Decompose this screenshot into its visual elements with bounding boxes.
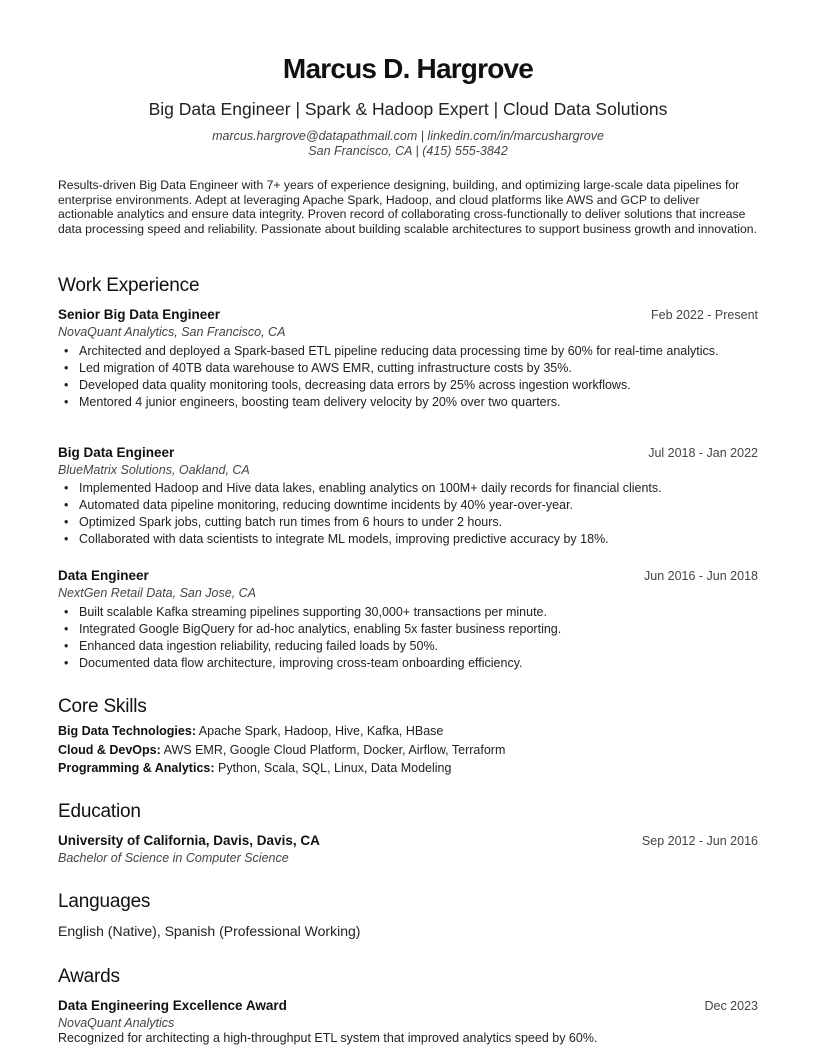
job-bullet: • Led migration of 40TB data warehouse to AWS EMR, cutting infrastructure costs by 35%. bbox=[79, 361, 758, 375]
job-bullets bbox=[79, 481, 758, 549]
skill-category: Programming & Analytics: bbox=[58, 761, 215, 775]
education-school: University of California, Davis, Davis, CA bbox=[58, 833, 320, 848]
award-issuer: NovaQuant Analytics bbox=[58, 1016, 175, 1030]
award-name: Data Engineering Excellence Award bbox=[58, 998, 287, 1013]
skill-category: Cloud & DevOps: bbox=[58, 743, 161, 757]
job-bullet: • Integrated Google BigQuery for ad-hoc analytics, enabling 5x faster business reporting. bbox=[79, 622, 758, 636]
section-title-awards: Awards bbox=[58, 966, 120, 987]
job-dates: Jun 2016 - Jun 2018 bbox=[644, 569, 758, 583]
section-title-languages: Languages bbox=[58, 891, 151, 912]
contact-line-location-phone: San Francisco, CA | (415) 555-3842 bbox=[308, 144, 508, 158]
job-bullet: • Documented data flow architecture, improving cross-team onboarding efficiency. bbox=[79, 656, 758, 670]
section-title-work-experience: Work Experience bbox=[58, 275, 200, 296]
languages-list: English (Native), Spanish (Professional Working) bbox=[58, 923, 361, 939]
job-bullet: • Developed data quality monitoring tools, decreasing data errors by 25% across ingestion workflows. bbox=[79, 378, 758, 392]
resume-page bbox=[58, 0, 758, 1056]
job-title: Senior Big Data Engineer bbox=[58, 307, 221, 322]
job-bullet: • Enhanced data ingestion reliability, reducing failed loads by 50%. bbox=[79, 639, 758, 653]
skill-category: Big Data Technologies: bbox=[58, 724, 196, 738]
skill-list: AWS EMR, Google Cloud Platform, Docker, Airflow, Terraform bbox=[163, 743, 506, 757]
job-bullets bbox=[79, 344, 758, 412]
job-dates: Jul 2018 - Jan 2022 bbox=[648, 446, 758, 460]
skill-row bbox=[58, 743, 505, 757]
professional-summary: Results-driven Big Data Engineer with 7+ years of experience designing, building, and optimizing large-scale data pipelines for enterprise environments. Adept at leveraging Apache Spark, Hadoop, and cloud platforms like AWS and GCP to deliver actionable analytics and ensure data integrity. Proven record of collaborating cross-functionally to deliver solutions that increase data processing speed and reliability. Passionate about building scalable architectures to support business growth and innovation. bbox=[58, 178, 757, 236]
job-company: NovaQuant Analytics, San Francisco, CA bbox=[58, 325, 286, 339]
job-dates: Feb 2022 - Present bbox=[650, 308, 758, 322]
job-bullet: • Automated data pipeline monitoring, reducing downtime incidents by 40% year-over-year. bbox=[79, 498, 758, 512]
skill-row bbox=[58, 761, 451, 775]
job-company: NextGen Retail Data, San Jose, CA bbox=[58, 586, 257, 600]
education-dates: Sep 2012 - Jun 2016 bbox=[641, 834, 758, 848]
headline: Big Data Engineer | Spark & Hadoop Expert | Cloud Data Solutions bbox=[148, 99, 668, 119]
skill-list: Python, Scala, SQL, Linux, Data Modeling bbox=[218, 761, 452, 775]
contact-line-email-linkedin: marcus.hargrove@datapathmail.com | linkedin.com/in/marcushargrove bbox=[212, 129, 604, 143]
job-bullet: • Architected and deployed a Spark-based ETL pipeline reducing data processing time by 60% for real-time analytics. bbox=[79, 344, 758, 358]
job-bullet: • Optimized Spark jobs, cutting batch run times from 6 hours to under 2 hours. bbox=[79, 515, 758, 529]
job-bullet: • Implemented Hadoop and Hive data lakes, enabling analytics on 100M+ daily records for financial clients. bbox=[79, 481, 758, 495]
education-degree: Bachelor of Science in Computer Science bbox=[58, 851, 289, 865]
award-date: Dec 2023 bbox=[704, 999, 758, 1013]
job-bullet: • Collaborated with data scientists to integrate ML models, improving predictive accuracy by 18%. bbox=[79, 532, 758, 546]
section-title-education: Education bbox=[58, 801, 141, 822]
section-title-core-skills: Core Skills bbox=[58, 696, 147, 717]
job-title: Big Data Engineer bbox=[58, 445, 175, 460]
award-description: Recognized for architecting a high-throughput ETL system that improved analytics speed by 60%. bbox=[58, 1031, 598, 1045]
candidate-name: Marcus D. Hargrove bbox=[282, 53, 534, 84]
job-bullet: • Mentored 4 junior engineers, boosting team delivery velocity by 20% over two quarters. bbox=[79, 395, 758, 409]
job-company: BlueMatrix Solutions, Oakland, CA bbox=[58, 463, 250, 477]
skill-row bbox=[58, 724, 443, 738]
job-bullets bbox=[79, 605, 758, 673]
job-bullet: • Built scalable Kafka streaming pipelines supporting 30,000+ transactions per minute. bbox=[79, 605, 758, 619]
job-title: Data Engineer bbox=[58, 568, 149, 583]
skill-list: Apache Spark, Hadoop, Hive, Kafka, HBase bbox=[198, 724, 444, 738]
